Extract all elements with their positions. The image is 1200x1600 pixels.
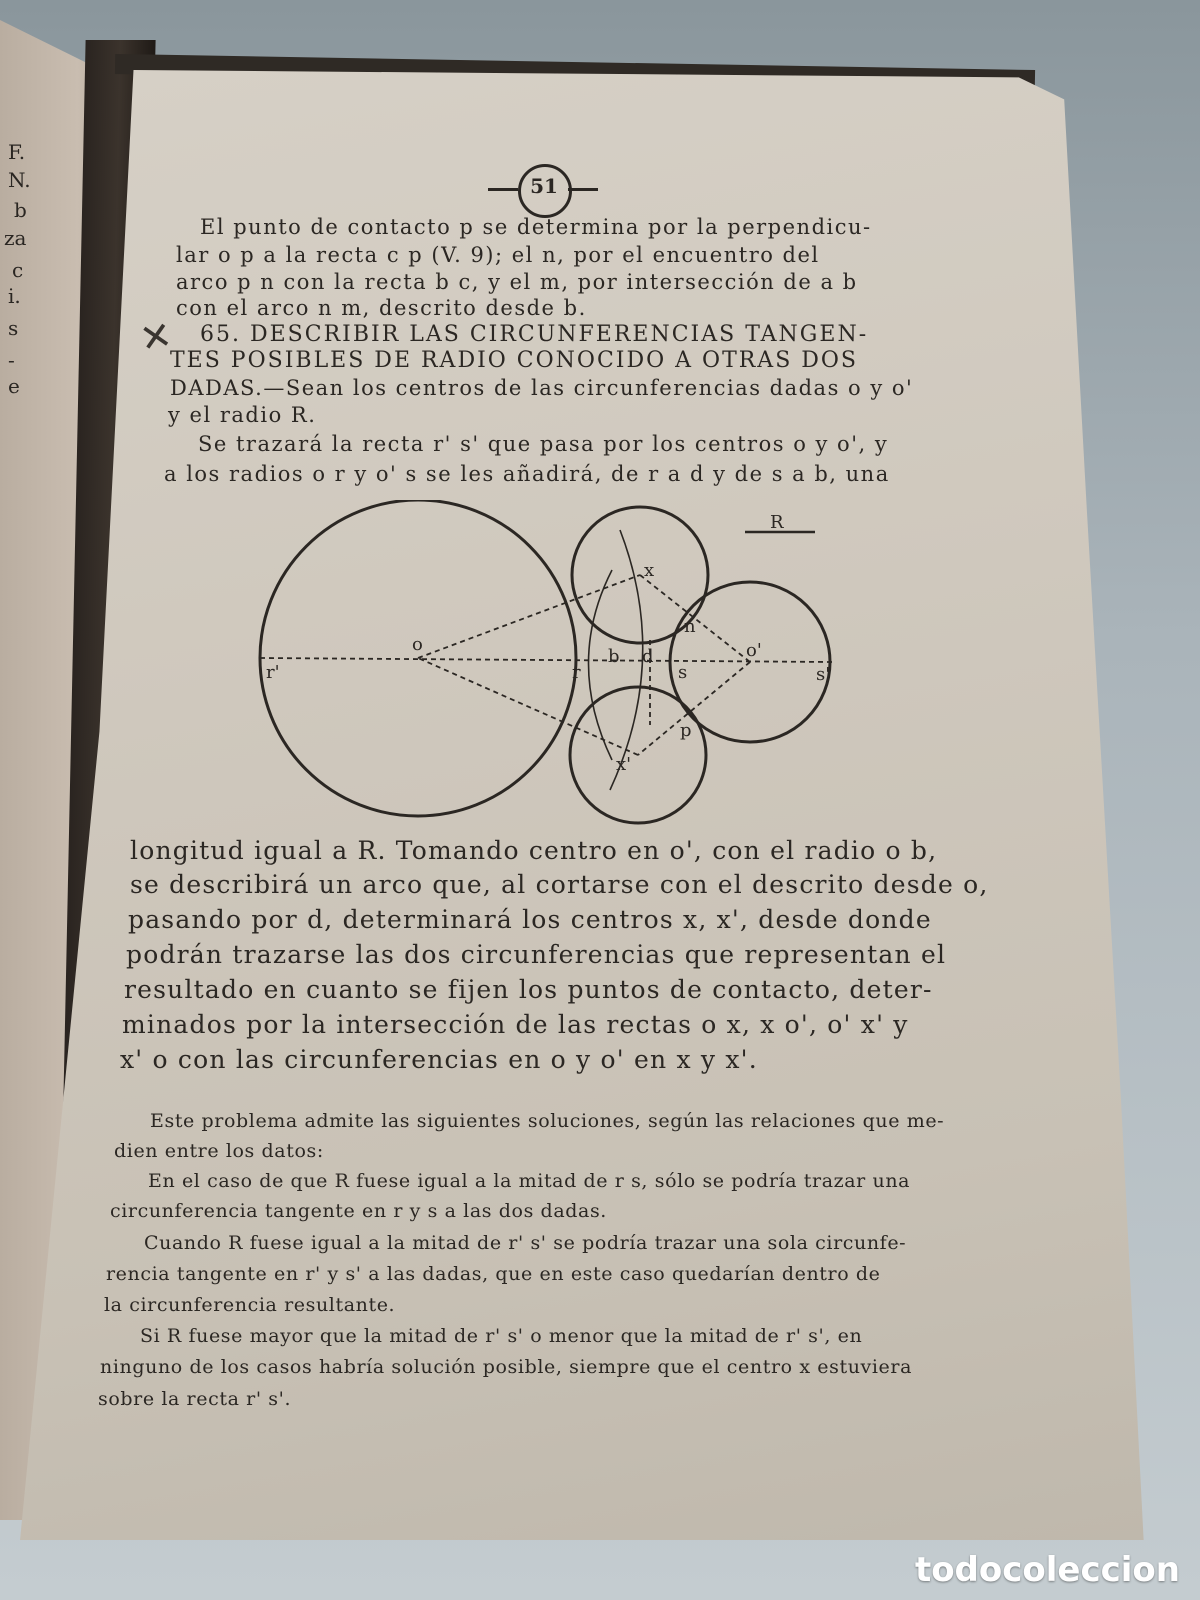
left-fragment: e [8, 374, 20, 398]
text-line: ninguno de los casos habría solución posible, siempre que el centro x estuviera [100, 1356, 913, 1378]
text-line: Este problema admite las siguientes soluciones, según las relaciones que me- [150, 1110, 945, 1132]
pencil-cross-mark: ✕ [136, 312, 176, 362]
heading-line: y el radio R. [168, 403, 317, 427]
text-line: podrán trazarse las dos circunferencias que representan el [126, 940, 947, 969]
text-line: x' o con las circunferencias en o y o' en x y x'. [120, 1045, 758, 1074]
label-b: b [608, 646, 620, 667]
text-line: lar o p a la recta c p (V. 9); el n, por el encuentro del [176, 243, 820, 267]
text-line: En el caso de que R fuese igual a la mitad de r s, sólo se podría trazar una [148, 1170, 911, 1192]
text-line: circunferencia tangente en r y s a las dos dadas. [110, 1200, 607, 1222]
label-x-prime: x' [616, 754, 632, 775]
label-x: x [644, 560, 655, 581]
left-fragment: N. [8, 168, 31, 192]
text-line: minados por la intersección de las rectas o x, x o', o' x' y [122, 1010, 909, 1039]
text-line: arco p n con la recta b c, y el m, por intersección de a b [176, 270, 858, 294]
line-o-x [418, 575, 640, 658]
page-number: 51 [530, 174, 558, 198]
text-line: sobre la recta r' s'. [98, 1388, 292, 1410]
text-line: Si R fuese mayor que la mitad de r' s' o menor que la mitad de r' s', en [140, 1325, 863, 1347]
heading-line: 65. DESCRIBIR LAS CIRCUNFERENCIAS TANGEN- [200, 322, 869, 347]
label-o: o [412, 634, 423, 655]
text-line: con el arco n m, descrito desde b. [176, 296, 587, 320]
label-s-prime: s' [816, 664, 831, 685]
left-fragment: - [8, 348, 15, 372]
text-line: la circunferencia resultante. [104, 1294, 396, 1316]
text-line: rencia tangente en r' y s' a las dadas, que en este caso quedarían dentro de [106, 1263, 881, 1285]
text-line: Cuando R fuese igual a la mitad de r' s' se podría trazar una sola circunfe- [144, 1232, 907, 1254]
text-line: El punto de contacto p se determina por la perpendicu- [200, 215, 872, 239]
text-line: longitud igual a R. Tomando centro en o', con el radio o b, [130, 836, 938, 865]
text-line: Se trazará la recta r' s' que pasa por los centros o y o', y [198, 432, 889, 456]
label-o-prime: o' [746, 640, 762, 661]
label-r-prime: r' [266, 662, 280, 683]
ornament-line [568, 188, 598, 191]
ornament-line [488, 188, 518, 191]
page-number-ornament [488, 160, 598, 220]
label-p: p [680, 720, 692, 741]
left-fragment: i. [8, 284, 21, 308]
label-R: R [770, 512, 784, 533]
left-fragment: c [12, 258, 24, 282]
label-s: s [678, 662, 688, 683]
label-n: n [684, 616, 696, 637]
heading-line: DADAS.—Sean los centros de las circunferencias dadas o y o' [170, 376, 914, 400]
text-line: se describirá un arco que, al cortarse con el descrito desde o, [130, 870, 989, 899]
label-d: d [642, 646, 654, 667]
left-fragment: b [14, 198, 27, 222]
left-fragment: s [8, 316, 19, 340]
heading-line: TES POSIBLES DE RADIO CONOCIDO A OTRAS DOS [170, 348, 859, 373]
text-line: dien entre los datos: [114, 1140, 324, 1162]
site-watermark: todocoleccion [914, 1550, 1180, 1590]
geometry-diagram [240, 500, 860, 840]
line-x-prime-o [418, 658, 638, 755]
label-r: r [572, 662, 581, 683]
text-line: pasando por d, determinará los centros x, x', desde donde [128, 905, 932, 934]
left-fragment: za [4, 226, 27, 250]
text-line: resultado en cuanto se fijen los puntos de contacto, deter- [124, 975, 933, 1004]
text-line: a los radios o r y o' s se les añadirá, de r a d y de s a b, una [164, 462, 890, 486]
left-fragment: F. [8, 140, 26, 164]
